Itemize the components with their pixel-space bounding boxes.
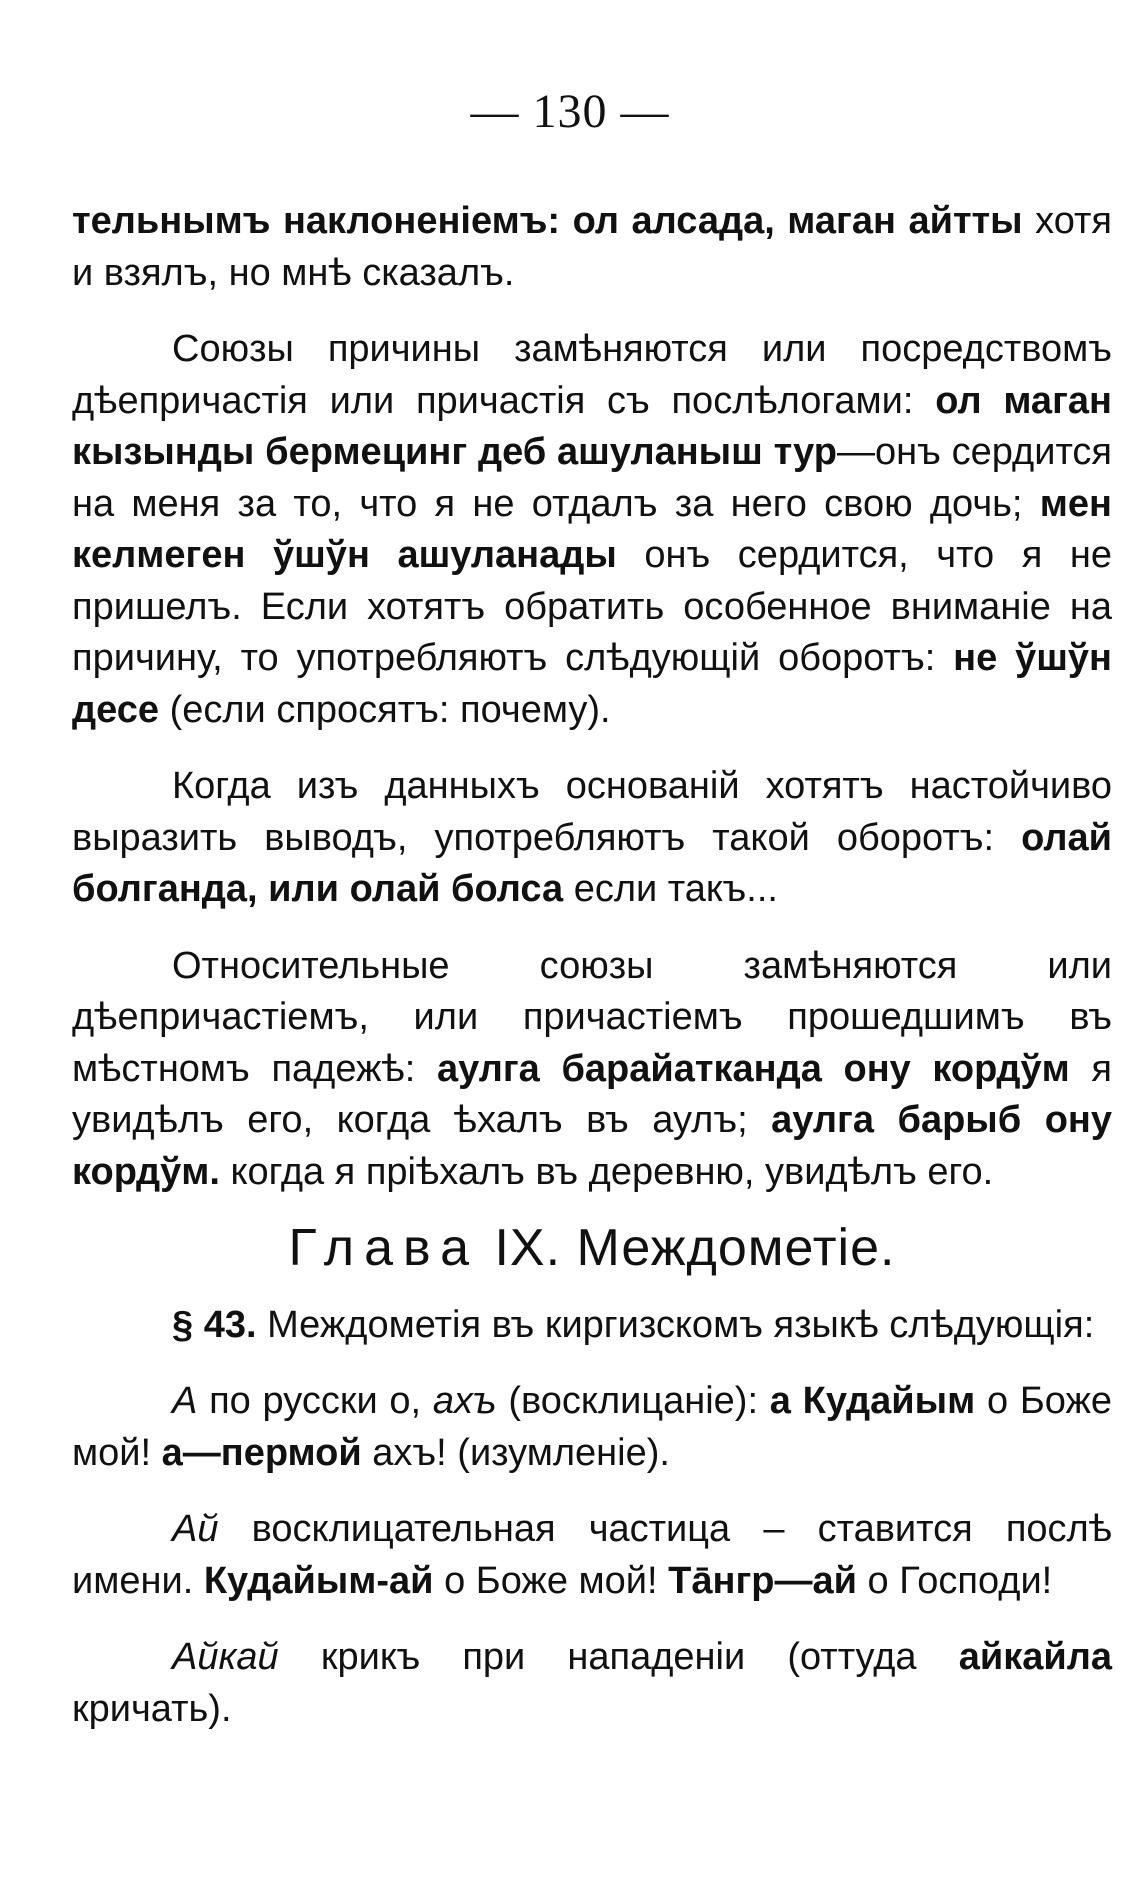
entry-term: А [172,1380,198,1422]
kazakh-example: олай болганда, или олай болса [72,816,1112,910]
text-run: Междометія въ киргизскомъ языкѣ слѣдующія: [256,1303,1095,1346]
paragraph-relative-conjunctions [72,941,1112,1199]
kazakh-example: Кудайым-ай [203,1559,434,1602]
chapter-heading [72,1219,1112,1277]
chapter-number: IX. [494,1219,562,1277]
entry-aikai [72,1632,1112,1735]
section-43-intro [72,1300,1112,1352]
gloss-italic: ахъ [432,1380,497,1422]
text-run: ахъ! (изумленіе). [361,1431,670,1474]
text-run: восклицательная частица – ставится послѣ имени. [72,1508,1112,1602]
text-run: крикъ при нападеніи (оттуда [278,1636,959,1678]
text-run: (если спросятъ: почему). [159,688,611,731]
page-number: — 130 — [470,85,670,138]
paragraph-continuation [72,196,1112,299]
chapter-word: Глава [288,1219,479,1277]
text-run: о Господи! [856,1559,1053,1602]
kazakh-example: аулга барайатканда ону кордўм [436,1047,1070,1090]
paragraph-conclusion-conjunctions [72,761,1112,916]
kazakh-example: тельнымъ наклоненіемъ: ол алсада, маган айтты [72,200,1023,242]
kazakh-example: айкайла [958,1636,1112,1678]
kazakh-example: мен келмеген ўшўн ашуланады [72,482,1112,576]
kazakh-example: аулга барыб ону кордўм. [72,1099,1112,1193]
text-run: по русски о, [197,1380,433,1422]
text-run: кричать). [72,1687,232,1730]
chapter-title: Междометіе. [576,1219,896,1277]
kazakh-example: ол маган кызынды бермецинг деб ашуланыш тур [72,379,1112,473]
entry-a [72,1376,1112,1479]
text-run: онъ сердится, что я не пришелъ. Если хотятъ обратить особенное вниманіе на причину, то употребляютъ слѣдующій оборотъ: [72,534,1112,679]
text-run: Относительные союзы замѣняются или дѣепричастіемъ, или причастіемъ прошедшимъ въ мѣстномъ падежѣ: [72,944,1112,1090]
text-run: когда я пріѣхалъ въ деревню, увидѣлъ его. [219,1150,994,1193]
body-text [72,196,1112,1760]
text-run: о Боже мой! [433,1559,669,1602]
kazakh-example: не ўшўн десе [72,637,1112,731]
paragraph-causal-conjunctions [72,324,1112,736]
text-run: Когда изъ данныхъ основаній хотятъ настойчиво выразить выводъ, употребляютъ такой оборотъ: [72,765,1112,859]
text-run: Союзы причины замѣняются или посредствомъ дѣепричастія или причастія съ послѣлогами: [72,328,1112,422]
entry-term: Ай [172,1508,219,1550]
kazakh-example: а—пермой [161,1431,362,1474]
kazakh-example: Тāнгр—ай [668,1559,857,1602]
text-run: о Боже мой! [72,1380,1113,1474]
section-mark: § 43. [172,1303,257,1346]
text-run: —онъ сердится на меня за то, что я не отдалъ за него свою дочь; [72,431,1112,525]
text-run: я увидѣлъ его, когда ѣхалъ въ аулъ; [72,1047,1112,1141]
text-run: если такъ... [563,868,778,910]
entry-term: Айкай [172,1636,279,1678]
kazakh-example: а Кудайым [769,1380,976,1422]
entry-ai [72,1504,1112,1607]
text-run: (восклицаніе): [496,1380,770,1422]
text-run: хотя и взялъ, но мнѣ сказалъ. [72,200,1112,294]
